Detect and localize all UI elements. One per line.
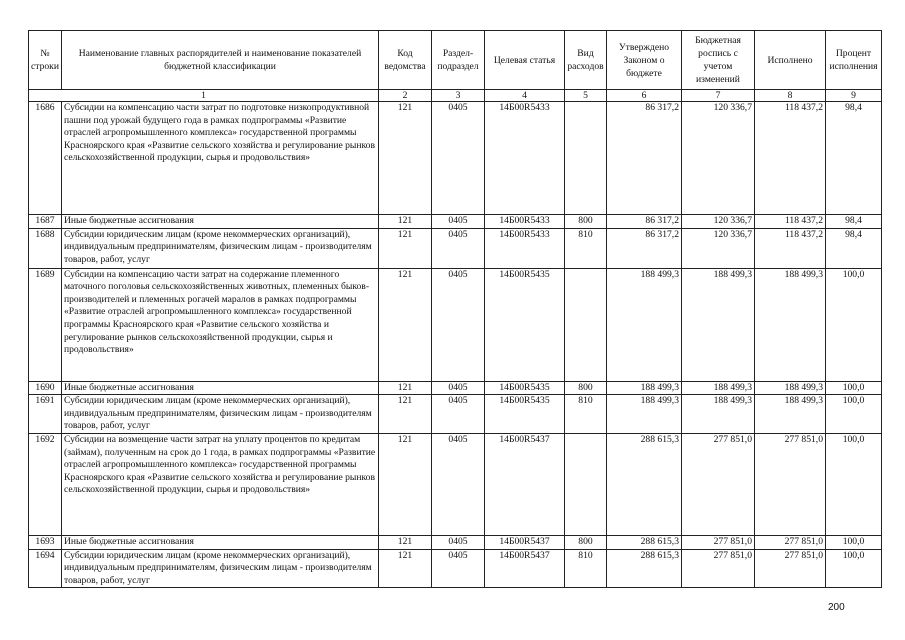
row-number: 1686 (29, 102, 62, 215)
row-section-code: 0405 (432, 215, 485, 229)
row-dept-code: 121 (379, 215, 432, 229)
row-approved: 188 499,3 (607, 268, 682, 381)
row-percent: 100,0 (826, 535, 882, 549)
row-exp-type (565, 102, 607, 215)
row-dept-code: 121 (379, 433, 432, 535)
row-exp-type (565, 268, 607, 381)
table-row (29, 535, 882, 549)
row-section-code: 0405 (432, 381, 485, 395)
header-row (29, 31, 882, 90)
row-number: 1687 (29, 215, 62, 229)
row-name: Субсидии юридическим лицам (кроме некоммерческих организаций), индивидуальным предпринимателям, физическим лицам - производителям товаров, работ, услуг (62, 549, 379, 588)
table-row (29, 102, 882, 215)
table-row (29, 433, 882, 535)
row-dept-code: 121 (379, 535, 432, 549)
column-number: 9 (826, 90, 882, 102)
row-target-code: 14Б00R5435 (485, 395, 565, 434)
row-percent: 100,0 (826, 433, 882, 535)
table-row (29, 395, 882, 434)
table-row (29, 381, 882, 395)
table-row (29, 549, 882, 588)
column-number: 7 (682, 90, 755, 102)
row-name: Иные бюджетные ассигнования (62, 535, 379, 549)
row-schedule: 120 336,7 (682, 102, 755, 215)
row-number: 1693 (29, 535, 62, 549)
row-exp-type: 800 (565, 381, 607, 395)
row-percent: 100,0 (826, 381, 882, 395)
table-row (29, 268, 882, 381)
column-number: 1 (29, 90, 379, 102)
table-row (29, 228, 882, 268)
row-exp-type: 810 (565, 395, 607, 434)
row-name: Иные бюджетные ассигнования (62, 381, 379, 395)
row-executed: 188 499,3 (755, 381, 826, 395)
row-approved: 86 317,2 (607, 215, 682, 229)
row-section-code: 0405 (432, 433, 485, 535)
row-schedule: 277 851,0 (682, 433, 755, 535)
row-percent: 100,0 (826, 395, 882, 434)
row-executed: 188 499,3 (755, 268, 826, 381)
row-approved: 188 499,3 (607, 381, 682, 395)
row-section-code: 0405 (432, 102, 485, 215)
table-row (29, 215, 882, 229)
row-target-code: 14Б00R5437 (485, 535, 565, 549)
header-percent: Процент исполнения (826, 31, 882, 90)
header-schedule: Бюджетная роспись с учетом изменений (682, 31, 755, 90)
row-schedule: 277 851,0 (682, 535, 755, 549)
row-number: 1689 (29, 268, 62, 381)
row-dept-code: 121 (379, 102, 432, 215)
row-name: Субсидии на компенсацию части затрат по подготовке низкопродуктивной пашни под урожай будущего года в рамках подпрограммы «Развитие отраслей агропромышленного комплекса» государственной программы Красноярского края «Развитие сельского хозяйства и регулирование рынков сельскохозяйственной продукции, сырья и продовольствия» (62, 102, 379, 215)
row-percent: 100,0 (826, 268, 882, 381)
row-name: Субсидии на возмещение части затрат на уплату процентов по кредитам (займам), полученным на срок до 1 года, в рамках подпрограммы «Развитие отраслей агропромышленного комплекса» государственной программы Красноярского края «Развитие сельского хозяйства и регулирование рынков сельскохозяйственной продукции, сырья и продовольствия» (62, 433, 379, 535)
header-target: Целевая статья (485, 31, 565, 90)
row-exp-type: 810 (565, 228, 607, 268)
row-schedule: 120 336,7 (682, 215, 755, 229)
column-number-row (29, 90, 882, 102)
row-number: 1694 (29, 549, 62, 588)
row-schedule: 277 851,0 (682, 549, 755, 588)
row-number: 1688 (29, 228, 62, 268)
column-number: 8 (755, 90, 826, 102)
row-dept-code: 121 (379, 268, 432, 381)
row-percent: 98,4 (826, 102, 882, 215)
column-number: 4 (485, 90, 565, 102)
row-dept-code: 121 (379, 381, 432, 395)
row-exp-type: 800 (565, 215, 607, 229)
row-approved: 86 317,2 (607, 228, 682, 268)
row-dept-code: 121 (379, 395, 432, 434)
row-schedule: 188 499,3 (682, 395, 755, 434)
budget-execution-table (28, 30, 882, 588)
row-name: Иные бюджетные ассигнования (62, 215, 379, 229)
column-number: 2 (379, 90, 432, 102)
row-name: Субсидии юридическим лицам (кроме некоммерческих организаций), индивидуальным предпринимателям, физическим лицам - производителям товаров, работ, услуг (62, 228, 379, 268)
column-number: 3 (432, 90, 485, 102)
row-target-code: 14Б00R5437 (485, 433, 565, 535)
row-name: Субсидии юридическим лицам (кроме некоммерческих организаций), индивидуальным предпринимателям, физическим лицам - производителям товаров, работ, услуг (62, 395, 379, 434)
row-executed: 118 437,2 (755, 102, 826, 215)
header-section: Раздел-подраздел (432, 31, 485, 90)
row-section-code: 0405 (432, 268, 485, 381)
row-approved: 288 615,3 (607, 433, 682, 535)
row-executed: 277 851,0 (755, 535, 826, 549)
row-approved: 188 499,3 (607, 395, 682, 434)
row-approved: 86 317,2 (607, 102, 682, 215)
row-dept-code: 121 (379, 549, 432, 588)
row-executed: 277 851,0 (755, 433, 826, 535)
row-approved: 288 615,3 (607, 535, 682, 549)
row-approved: 288 615,3 (607, 549, 682, 588)
header-executed: Исполнено (755, 31, 826, 90)
row-exp-type: 800 (565, 535, 607, 549)
row-number: 1692 (29, 433, 62, 535)
row-executed: 118 437,2 (755, 215, 826, 229)
row-target-code: 14Б00R5435 (485, 268, 565, 381)
row-percent: 98,4 (826, 228, 882, 268)
row-target-code: 14Б00R5435 (485, 381, 565, 395)
row-executed: 277 851,0 (755, 549, 826, 588)
row-exp-type (565, 433, 607, 535)
column-number: 5 (565, 90, 607, 102)
row-target-code: 14Б00R5433 (485, 215, 565, 229)
row-section-code: 0405 (432, 228, 485, 268)
row-number: 1691 (29, 395, 62, 434)
header-approved: Утверждено Законом о бюджете (607, 31, 682, 90)
row-section-code: 0405 (432, 549, 485, 588)
row-target-code: 14Б00R5437 (485, 549, 565, 588)
row-schedule: 188 499,3 (682, 381, 755, 395)
row-target-code: 14Б00R5433 (485, 102, 565, 215)
row-section-code: 0405 (432, 395, 485, 434)
row-schedule: 188 499,3 (682, 268, 755, 381)
row-percent: 100,0 (826, 549, 882, 588)
row-executed: 118 437,2 (755, 228, 826, 268)
column-number: 6 (607, 90, 682, 102)
row-schedule: 120 336,7 (682, 228, 755, 268)
row-executed: 188 499,3 (755, 395, 826, 434)
row-name: Субсидии на компенсацию части затрат на содержание племенного маточного поголовья сельскохозяйственных животных, племенных быков-производителей и племенных рогачей маралов в рамках подпрограммы «Развитие отраслей агропромышленного комплекса» государственной программы Красноярского края «Развитие сельского хозяйства и регулирование рынков сельскохозяйственной продукции, сырья и продовольствия» (62, 268, 379, 381)
row-percent: 98,4 (826, 215, 882, 229)
header-row-no: № строки (29, 31, 62, 90)
page-number: 200 (828, 602, 845, 613)
header-name: Наименование главных распорядителей и наименование показателей бюджетной классификации (62, 31, 379, 90)
row-exp-type: 810 (565, 549, 607, 588)
header-dept: Код ведомства (379, 31, 432, 90)
row-target-code: 14Б00R5433 (485, 228, 565, 268)
row-dept-code: 121 (379, 228, 432, 268)
row-section-code: 0405 (432, 535, 485, 549)
row-number: 1690 (29, 381, 62, 395)
header-exp-type: Вид расходов (565, 31, 607, 90)
